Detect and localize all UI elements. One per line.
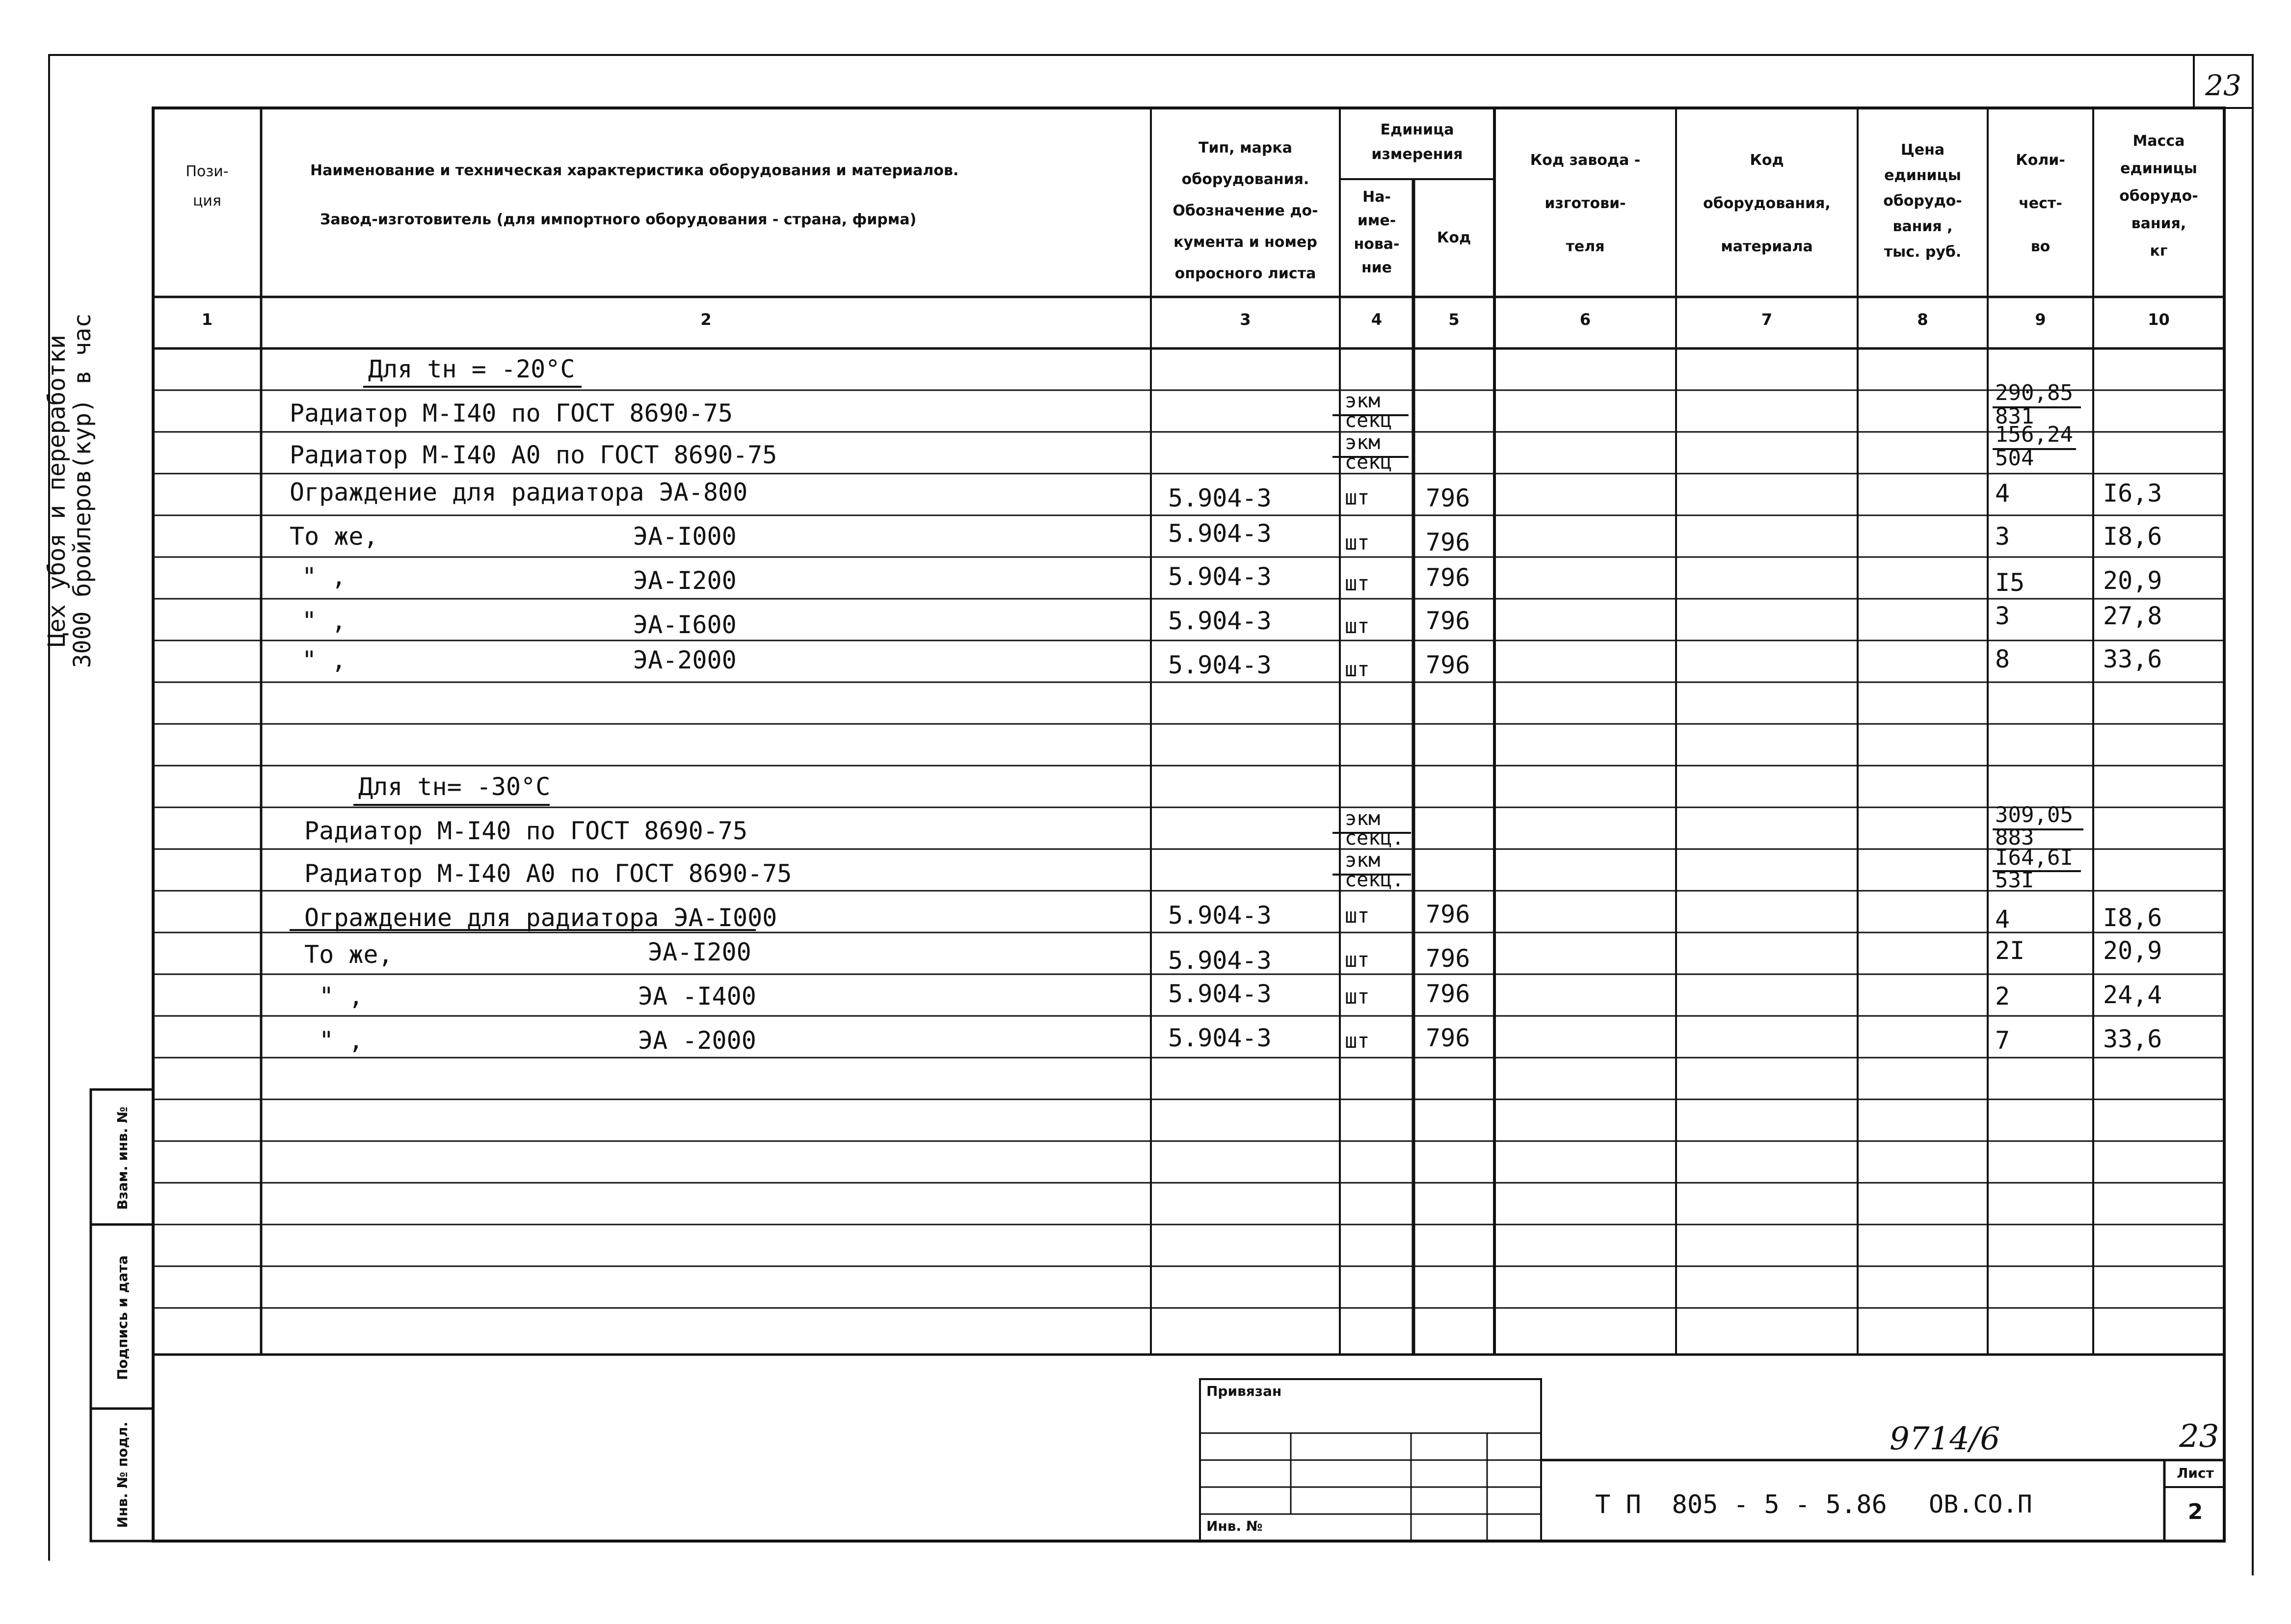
table-row-code: 796 xyxy=(1426,900,1470,929)
table-row-code: 796 xyxy=(1426,980,1470,1008)
table-row-code: 796 xyxy=(1426,528,1470,557)
table-row-qty: 156,24 504 xyxy=(1995,422,2073,471)
table-row-code: 796 xyxy=(1426,607,1470,635)
table-row-type: 5.904-3 xyxy=(1168,901,1272,930)
colnum-8: 8 xyxy=(1917,310,1928,329)
table-row-mass: I8,6 xyxy=(2103,904,2162,932)
table-row-name-model: ЭА-I600 xyxy=(633,611,737,639)
table-row-qty: 2 xyxy=(1995,982,2010,1011)
table-row-qty: 2I xyxy=(1995,936,2025,965)
table-row-code: 796 xyxy=(1426,944,1470,973)
side-title: Цех убоя и переработки 3000 бройлеров(кур) в час xyxy=(43,313,96,668)
colnum-1: 1 xyxy=(201,310,213,329)
table-row-code: 796 xyxy=(1426,484,1470,512)
table-row-code: 796 xyxy=(1426,651,1470,679)
table-row-unit: экм секц. xyxy=(1345,807,1404,850)
header-position: Пози- ция xyxy=(186,163,229,210)
table-row-code: 796 xyxy=(1426,563,1470,592)
table-row-name-model: ЭА -I400 xyxy=(638,982,756,1011)
stamp-handwritten-page: 23 xyxy=(2179,1418,2219,1455)
table-row-unit: шт xyxy=(1345,904,1370,928)
table-row-unit: экм секц. xyxy=(1345,849,1404,891)
table-row-unit: шт xyxy=(1345,1029,1370,1053)
table-row-type: 5.904-3 xyxy=(1168,980,1272,1008)
header-name-line2: Завод-изготовитель (для импортного оборудования - страна, фирма) xyxy=(320,211,917,228)
table-row-type: 5.904-3 xyxy=(1168,519,1272,548)
header-equipment-code: Код оборудования, материала xyxy=(1703,152,1831,255)
colnum-10: 10 xyxy=(2148,310,2170,329)
colnum-7: 7 xyxy=(1761,310,1773,329)
table-row-name: " , xyxy=(302,607,346,635)
table-row-name-model: ЭА-I000 xyxy=(633,522,737,551)
table-row-qty: 290,85 831 xyxy=(1995,380,2073,429)
table-row-name: " , xyxy=(319,1026,364,1055)
table-row-mass: 27,8 xyxy=(2103,602,2162,630)
stamp-vzam-label: Взам. инв. № xyxy=(114,1106,131,1210)
colnum-5: 5 xyxy=(1448,310,1460,329)
table-row-name-model: ЭА-I200 xyxy=(633,566,737,595)
table-row-qty: 4 xyxy=(1995,905,2010,933)
colnum-4: 4 xyxy=(1371,310,1383,329)
table-row-unit: шт xyxy=(1345,614,1370,638)
header-quantity: Коли- чест- во xyxy=(2016,152,2065,255)
table-row-qty: I64,6I 53I xyxy=(1995,845,2073,893)
colnum-6: 6 xyxy=(1579,310,1591,329)
table-row-qty: 3 xyxy=(1995,522,2010,551)
colnum-2: 2 xyxy=(700,310,712,329)
header-unit-name: На- име- нова- ние xyxy=(1354,188,1400,276)
table-row-mass: I8,6 xyxy=(2103,522,2162,551)
table-row-name-model: ЭА-I200 xyxy=(648,938,751,966)
table-row-name: Ограждение для радиатора ЭА-I000 xyxy=(304,904,777,932)
table-row-unit: шт xyxy=(1345,985,1370,1009)
colnum-3: 3 xyxy=(1240,310,1251,329)
table-row-qty: 7 xyxy=(1995,1026,2010,1055)
stamp-project-code: Т П 805 - 5 - 5.86 xyxy=(1595,1490,1887,1519)
stamp-podpis-label: Подпись и дата xyxy=(114,1255,131,1381)
table-row-type: 5.904-3 xyxy=(1168,484,1272,512)
stamp-inv-no: Инв. № xyxy=(1206,1518,1263,1534)
sheet-corner-number: 23 xyxy=(2205,69,2241,102)
table-row-name: Радиатор М-I40 А0 по ГОСТ 8690-75 xyxy=(304,859,792,888)
table-row-type: 5.904-3 xyxy=(1168,607,1272,635)
stamp-doc-code: ОВ.СО.П xyxy=(1929,1490,2032,1518)
table-row-mass: 33,6 xyxy=(2103,1025,2162,1053)
header-unit: Единица измерения xyxy=(1371,121,1463,163)
stamp-list-number: 2 xyxy=(2187,1499,2203,1524)
header-type: Тип, марка оборудования. Обозначение до- кумента и номер опросного листа xyxy=(1172,139,1318,282)
table-row-name: " , xyxy=(302,646,346,674)
header-unit-code: Код xyxy=(1437,229,1471,246)
section1-heading: Для tн = -20°С xyxy=(368,355,575,383)
header-name-line1: Наименование и техническая характеристика оборудования и материалов. xyxy=(310,162,959,179)
stamp-list-label: Лист xyxy=(2177,1465,2214,1481)
stamp-inv-podl-label: Инв. № подл. xyxy=(114,1421,131,1528)
table-row-mass: 24,4 xyxy=(2103,981,2162,1009)
table-row-name: Ограждение для радиатора ЭА-800 xyxy=(290,478,748,506)
table-row-name-model: ЭА-2000 xyxy=(633,646,737,674)
table-row-name-model: ЭА -2000 xyxy=(638,1026,756,1055)
stamp-privyazan: Привязан xyxy=(1206,1383,1282,1399)
table-row-unit: шт xyxy=(1345,657,1370,681)
table-row-qty: I5 xyxy=(1995,568,2025,597)
table-row-name: Радиатор М-I40 по ГОСТ 8690-75 xyxy=(304,817,748,845)
table-row-name: То же, xyxy=(290,522,378,551)
table-row-unit: шт xyxy=(1345,571,1370,595)
table-row-name: То же, xyxy=(304,940,393,969)
table-row-name: " , xyxy=(302,562,346,591)
table-row-unit: экм секц xyxy=(1345,431,1392,474)
table-row-name: Радиатор М-I40 А0 по ГОСТ 8690-75 xyxy=(290,441,777,469)
table-row-type: 5.904-3 xyxy=(1168,1024,1272,1052)
stamp-handwritten-code: 9714/6 xyxy=(1890,1421,2000,1457)
table-row-type: 5.904-3 xyxy=(1168,562,1272,591)
header-price: Цена единицы оборудо- вания , тыс. руб. xyxy=(1883,141,1962,261)
table-row-mass: 33,6 xyxy=(2103,645,2162,673)
header-mass: Масса единицы оборудо- вания, кг xyxy=(2119,133,2198,260)
table-row-qty: 8 xyxy=(1995,645,2010,673)
table-row-mass: 20,9 xyxy=(2103,936,2162,965)
table-row-mass: I6,3 xyxy=(2103,479,2162,507)
table-row-name: " , xyxy=(319,982,364,1011)
table-row-type: 5.904-3 xyxy=(1168,651,1272,679)
table-row-code: 796 xyxy=(1426,1024,1470,1052)
table-row-type: 5.904-3 xyxy=(1168,946,1272,975)
colnum-9: 9 xyxy=(2035,310,2046,329)
table-row-unit: шт xyxy=(1345,485,1370,509)
table-row-unit: шт xyxy=(1345,531,1370,555)
table-row-qty: 309,05 883 xyxy=(1995,802,2073,850)
table-row-unit: экм секц xyxy=(1345,390,1392,432)
table-row-mass: 20,9 xyxy=(2103,566,2162,595)
table-row-name: Радиатор М-I40 по ГОСТ 8690-75 xyxy=(290,399,733,427)
table-row-unit: шт xyxy=(1345,948,1370,972)
table-row-qty: 3 xyxy=(1995,602,2010,630)
header-factory-code: Код завода - изготови- теля xyxy=(1530,152,1641,255)
table-row-qty: 4 xyxy=(1995,479,2010,507)
section2-heading: Для tн= -30°С xyxy=(358,772,551,801)
